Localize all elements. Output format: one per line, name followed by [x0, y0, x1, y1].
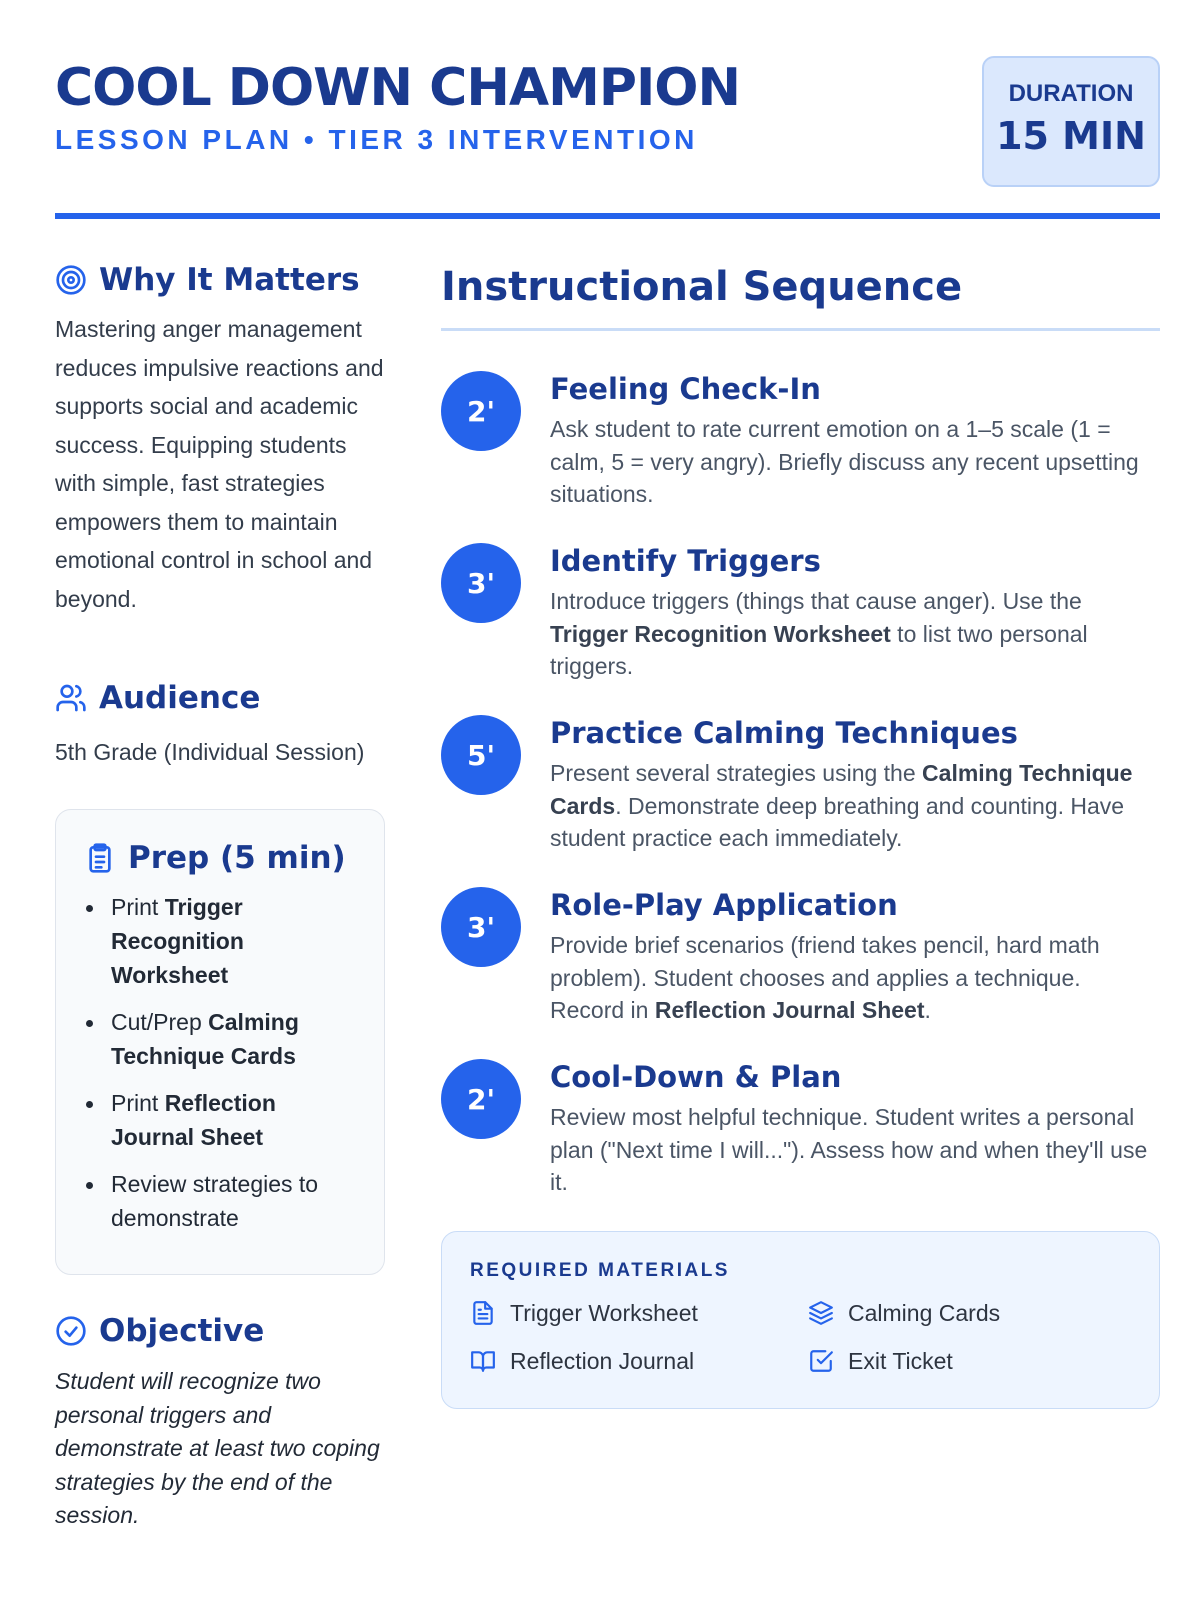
- left-column: [55, 262, 385, 1533]
- why-heading-text: Why It Matters: [99, 262, 360, 298]
- prep-heading-text: Prep (5 min): [128, 840, 346, 876]
- clipboard-icon: [84, 842, 116, 874]
- objective-heading: [55, 1313, 385, 1349]
- material-item: Trigger Worksheet: [470, 1296, 808, 1330]
- step-description: Ask student to rate current emotion on a 1–5 scale (1 = calm, 5 = very angry). Briefly discuss any recent upsetting situations.: [550, 416, 1139, 507]
- step-description: Review most helpful technique. Student writes a personal plan ("Next time I will..."). Assess how and when they'll use it.: [550, 1104, 1148, 1195]
- materials-grid: [470, 1296, 1131, 1378]
- audience-heading: [55, 680, 385, 716]
- materials-heading: REQUIRED MATERIALS: [470, 1260, 730, 1281]
- step-minutes-badge: 2': [441, 371, 521, 451]
- material-item: Reflection Journal: [470, 1344, 808, 1378]
- list-item: Print Reflection Journal Sheet: [84, 1086, 356, 1154]
- step-description: Introduce triggers (things that cause anger). Use the Trigger Recognition Worksheet to list two personal triggers.: [550, 588, 1088, 679]
- duration-value: 15 MIN: [996, 114, 1146, 158]
- step-title: Practice Calming Techniques: [550, 716, 1018, 750]
- prep-list: [84, 890, 356, 1235]
- step-item: [441, 887, 1160, 1037]
- list-item: Cut/Prep Calming Technique Cards: [84, 1005, 356, 1073]
- duration-badge: [982, 56, 1160, 187]
- material-item: Exit Ticket: [808, 1344, 1108, 1378]
- sequence-title: Instructional Sequence: [441, 264, 963, 310]
- page-subtitle: LESSON PLAN • TIER 3 INTERVENTION: [55, 124, 698, 155]
- step-minutes-badge: 2': [441, 1059, 521, 1139]
- step-item: [441, 715, 1160, 865]
- audience-text: 5th Grade (Individual Session): [55, 739, 365, 765]
- step-description: Provide brief scenarios (friend takes pencil, hard math problem). Student chooses and applies a technique. Record in Reflection Journal Sheet.: [550, 932, 1100, 1023]
- step-item: [441, 371, 1160, 521]
- list-item: Print Trigger Recognition Worksheet: [84, 890, 356, 992]
- step-title: Role-Play Application: [550, 888, 898, 922]
- step-description: Present several strategies using the Calming Technique Cards. Demonstrate deep breathing and counting. Have student practice each immediately.: [550, 760, 1133, 851]
- users-icon: [55, 682, 87, 714]
- step-minutes-badge: 3': [441, 543, 521, 623]
- page-title: COOL DOWN CHAMPION: [55, 58, 741, 118]
- book-icon: [470, 1348, 496, 1374]
- header-divider: [55, 213, 1160, 219]
- step-title: Identify Triggers: [550, 544, 821, 578]
- material-item: Calming Cards: [808, 1296, 1108, 1330]
- checkbox-icon: [808, 1348, 834, 1374]
- right-column: [441, 262, 1160, 1409]
- materials-card: [441, 1231, 1160, 1409]
- step-item: [441, 1059, 1160, 1209]
- header: [55, 56, 1160, 196]
- prep-card: [55, 809, 385, 1275]
- check-circle-icon: [55, 1315, 87, 1347]
- objective-heading-text: Objective: [99, 1313, 265, 1349]
- target-icon: [55, 264, 87, 296]
- objective-section: [55, 1313, 385, 1533]
- prep-heading: [84, 840, 356, 876]
- audience-section: [55, 680, 385, 769]
- document-icon: [470, 1300, 496, 1326]
- step-minutes-badge: 3': [441, 887, 521, 967]
- why-heading: [55, 262, 385, 298]
- step-list: [441, 371, 1160, 1209]
- why-text: Mastering anger management reduces impulsive reactions and supports social and academic success. Equipping students with simple, fast strategies empowers them to maintain emotional control in school and beyond.: [55, 316, 384, 612]
- step-title: Feeling Check-In: [550, 372, 821, 406]
- list-item: Review strategies to demonstrate: [84, 1167, 356, 1235]
- step-title: Cool-Down & Plan: [550, 1060, 842, 1094]
- step-minutes-badge: 5': [441, 715, 521, 795]
- step-item: [441, 543, 1160, 693]
- sequence-divider: [441, 328, 1160, 331]
- layers-icon: [808, 1300, 834, 1326]
- objective-text: Student will recognize two personal triggers and demonstrate at least two coping strategies by the end of the session.: [55, 1368, 380, 1528]
- audience-heading-text: Audience: [99, 680, 261, 716]
- duration-label: DURATION: [1008, 80, 1134, 107]
